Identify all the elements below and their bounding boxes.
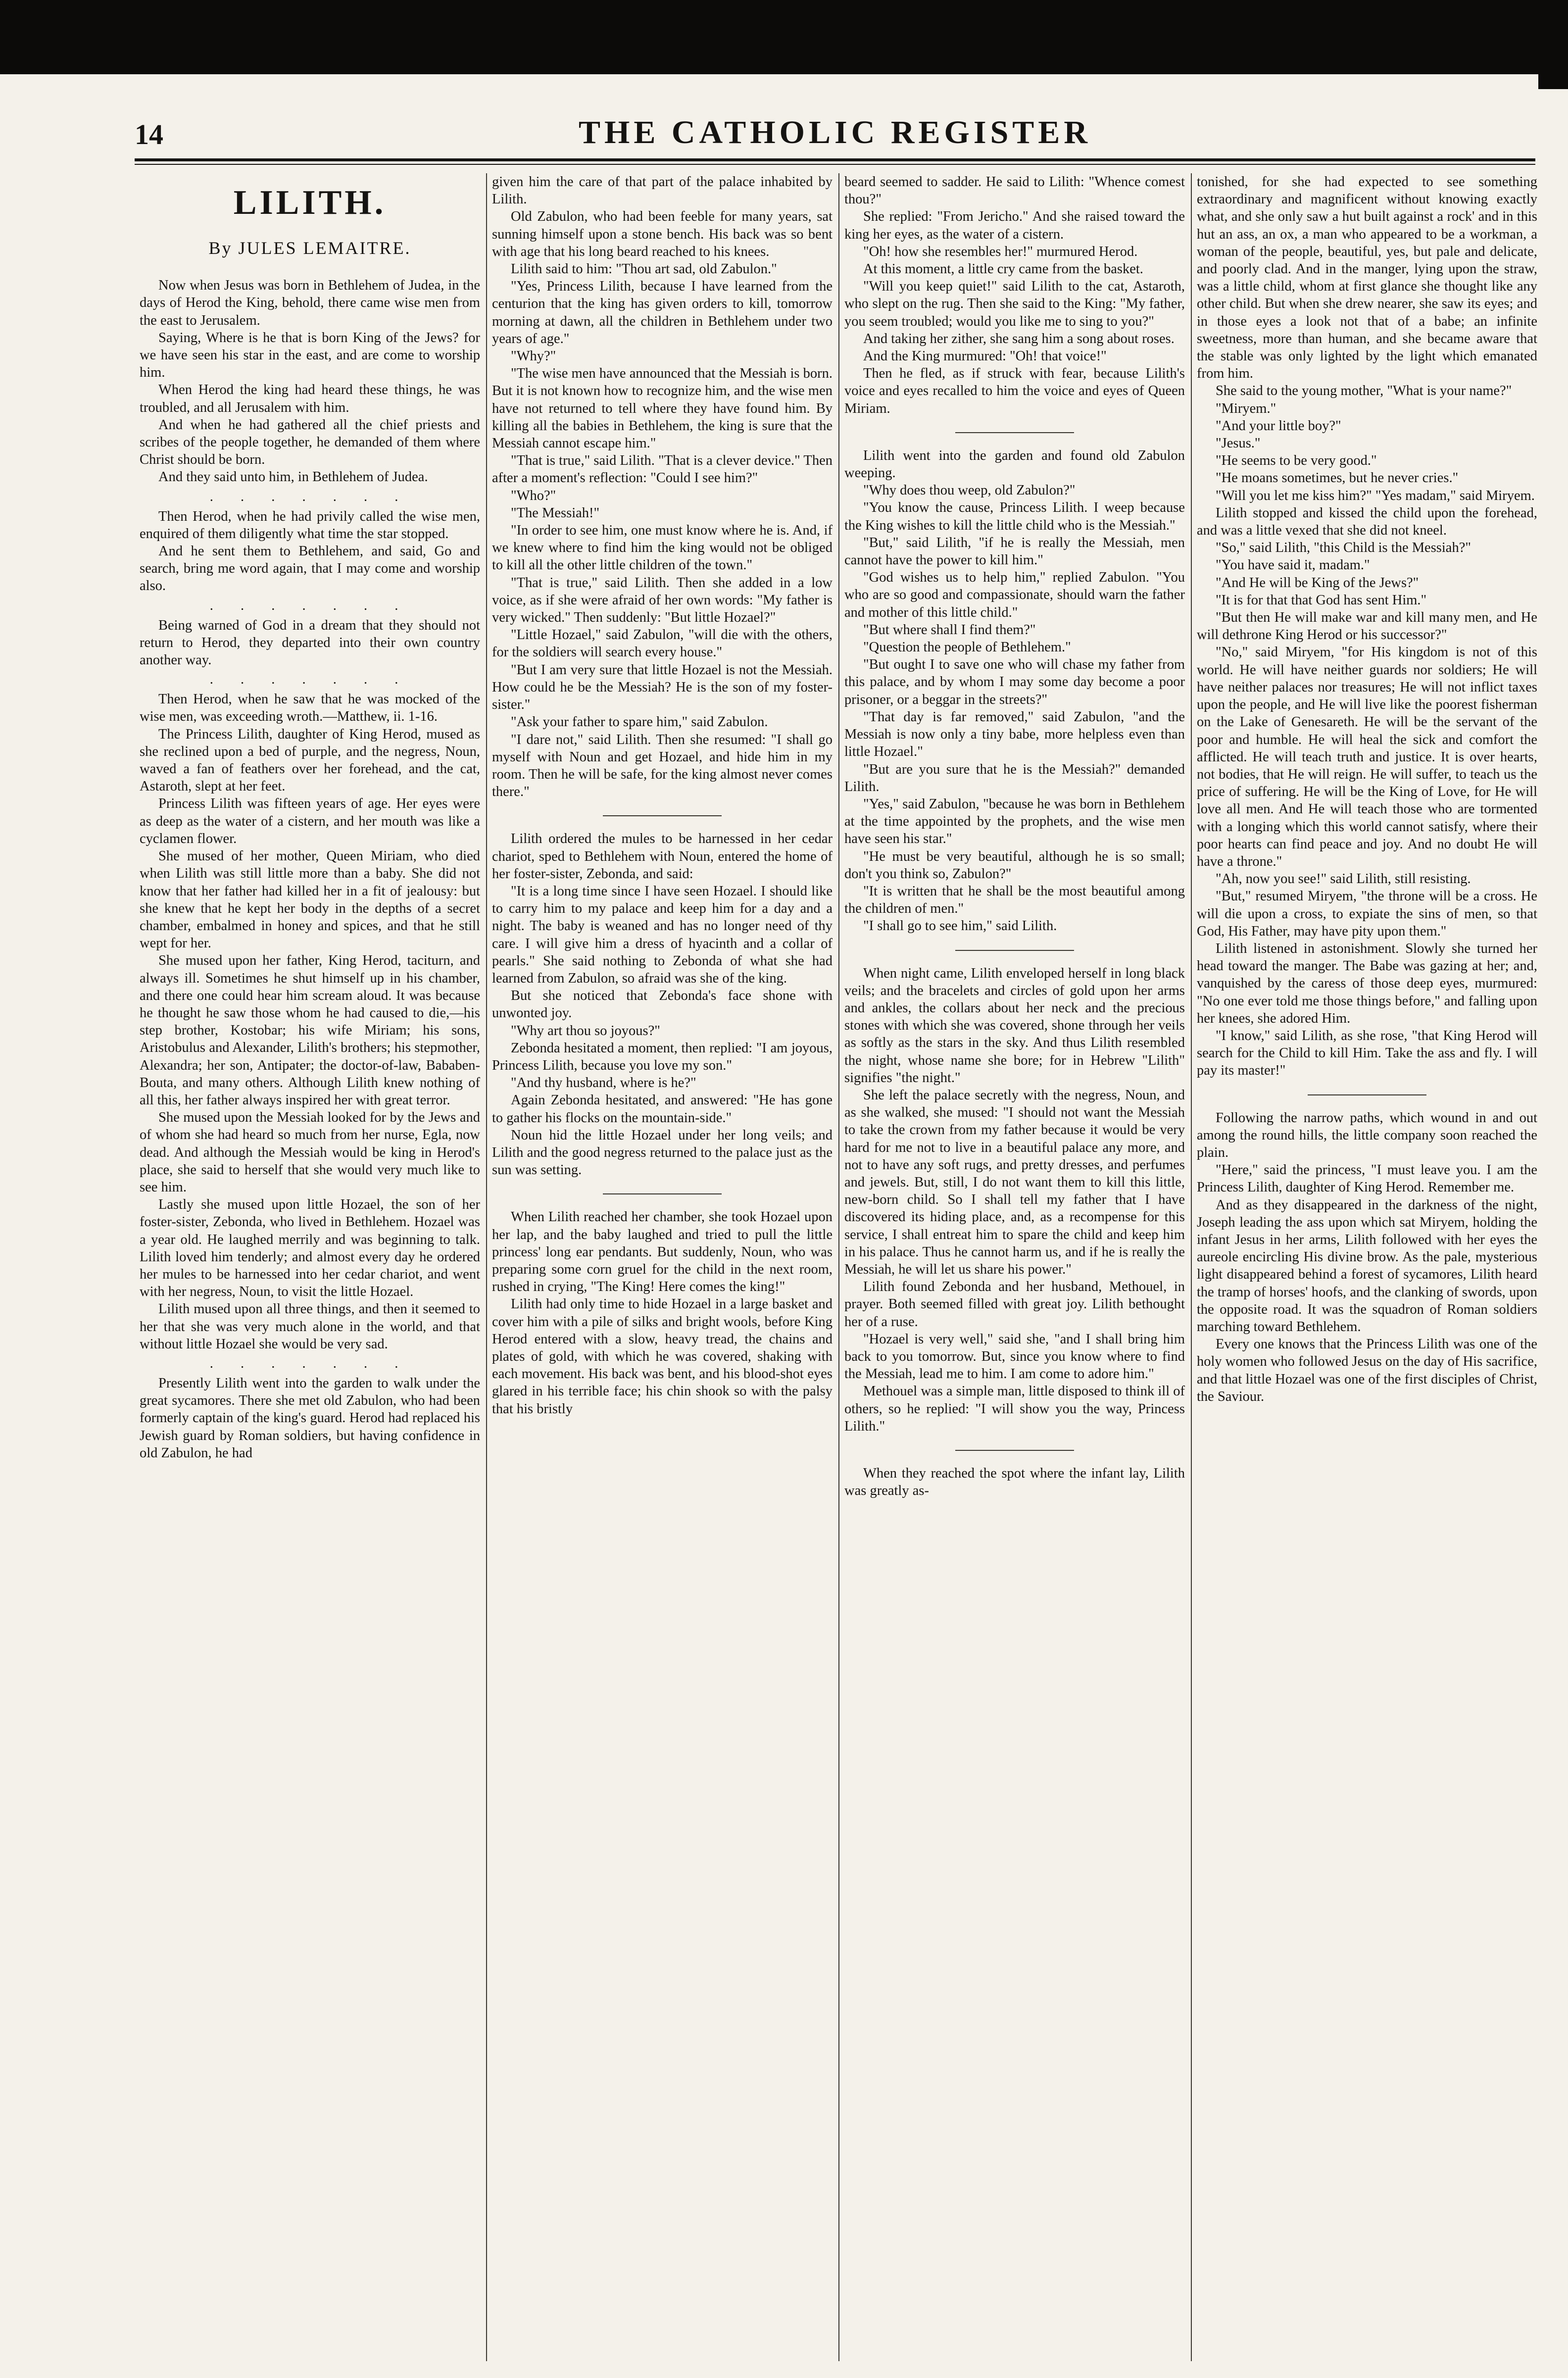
paragraph: And they said unto him, in Bethlehem of Judea.: [158, 469, 428, 485]
paragraph: Lilith said to him: "Thou art sad, old Zabulon.": [511, 261, 777, 277]
paragraph: Then Herod, when he saw that he was mocked of the wise men, was exceeding wroth.—Matthew, ii. 1-16.: [140, 692, 480, 725]
paragraph: She mused of her mother, Queen Miriam, who died when Lilith was still little more than a baby. She did not know that her father had killed her in a fit of jealousy: but she knew that he kept her body in the depths of a secret chamber, embalmed in honey and spices, and that he still wept for her.: [140, 848, 480, 951]
paragraph: When Lilith reached her chamber, she took Hozael upon her lap, and the baby laughed and tried to pull the little princess' long ear pendants. But suddenly, Noun, who was preparing some corn gruel for the child in the next room, rushed in crying, "The King! Here comes the king!": [492, 1209, 833, 1295]
paragraph: Lilith stopped and kissed the child upon the forehead, and was a little vexed that she did not kneel.: [1197, 505, 1537, 539]
paragraph: tonished, for she had expected to see something extraordinary and magnificent without knowing exactly what, and she only saw a hut built against a rock' and in this hut an ass, an ox, a man who appeared to be a workman, a woman of the people, beautiful, yes, but pale and delicate, and poorly clad. And in the manger, lying upon the straw, was a little child, whom at first glance she thought like any other child. But when she drew nearer, she saw its eyes; and in those eyes a look not that of a babe; an infinite sweetness, more than human, and she became aware that the stable was only lighted by the light which emanated from him.: [1197, 174, 1537, 382]
section-divider: [603, 1193, 722, 1194]
paragraph: "But are you sure that he is the Messiah?" demanded Lilith.: [844, 761, 1185, 794]
paragraph: "Jesus.": [1216, 436, 1261, 451]
paragraph: Lilith mused upon all three things, and then it seemed to her that she was very much alone in the world, and that without little Hozael she would be very sad.: [140, 1301, 480, 1352]
paragraph: "Why?": [511, 348, 556, 364]
page-number: 14: [135, 118, 163, 150]
paragraph: "Ah, now you see!" said Lilith, still resisting.: [1216, 871, 1471, 887]
paragraph: "I know," said Lilith, as she rose, "that King Herod will search for the Child to kill Him. Take the ass and fly. I will pay its master!": [1197, 1028, 1537, 1079]
paragraph: Noun hid the little Hozael under her long veils; and Lilith and the good negress returned to the palace just as the sun was setting.: [492, 1127, 833, 1178]
paragraph: "Oh! how she resembles her!" murmured Herod.: [863, 244, 1138, 259]
paragraph: "But where shall I find them?": [863, 622, 1036, 638]
paragraph: When they reached the spot where the infant lay, Lilith was greatly as-: [844, 1466, 1185, 1499]
paragraph: She said to the young mother, "What is your name?": [1216, 383, 1512, 399]
paragraph: "But," resumed Miryem, "the throne will be a cross. He will die upon a cross, to expiate the sins of men, so that God, His Father, may have pity upon them.": [1197, 889, 1537, 939]
paragraph: "The Messiah!": [511, 505, 600, 521]
newspaper-title: THE CATHOLIC REGISTER: [579, 114, 1091, 150]
paragraph: And when he had gathered all the chief priests and scribes of the people together, he demanded of them where Christ should be born.: [140, 417, 480, 468]
paragraph: Again Zebonda hesitated, and answered: "He has gone to gather his flocks on the mountain-side.": [492, 1092, 833, 1126]
paragraph: And as they disappeared in the darkness of the night, Joseph leading the ass upon which sat Miryem, holding the infant Jesus in her arms, Lilith followed with her eyes the aureole encircling His divine brow. As the pale, mysterious light disappeared behind a forest of sycamores, Lilith heard the tramp of horses' hoofs, and the clanking of swords, upon the opposite road. It was the squadron of Roman soldiers marching toward Bethlehem.: [1197, 1197, 1537, 1335]
paragraph: "Yes, Princess Lilith, because I have learned from the centurion that the king has given orders to kill, tomorrow morning at dawn, all the children in Bethlehem under two years of age.": [492, 279, 833, 347]
paragraph: And taking her zither, she sang him a song about roses.: [863, 331, 1175, 347]
paragraph: "God wishes us to help him," replied Zabulon. "You who are so good and compassionate, should warn the father and mother of this little child.": [844, 570, 1185, 620]
paragraph: Every one knows that the Princess Lilith was one of the holy women who followed Jesus on the day of His sacrifice, and that little Hozael was one of the first disciples of Christ, the Saviour.: [1197, 1337, 1537, 1404]
paragraph: And he sent them to Bethlehem, and said, Go and search, bring me word again, that I may come and worship also.: [140, 544, 480, 594]
paragraph: She replied: "From Jericho." And she raised toward the king her eyes, as the water of a cistern.: [844, 209, 1185, 242]
paragraph: "Here," said the princess, "I must leave you. I am the Princess Lilith, daughter of King Herod. Remember me.: [1197, 1162, 1537, 1195]
paragraph: "I shall go to see him," said Lilith.: [863, 918, 1057, 934]
paragraph: Being warned of God in a dream that they should not return to Herod, they departed into their own country another way.: [140, 617, 480, 668]
paragraph: "That is true," said Lilith. Then she added in a low voice, as if she were afraid of her own words: "My father is very wicked." Then suddenly: "But little Hozael?": [492, 575, 833, 626]
paragraph: And the King murmured: "Oh! that voice!": [863, 348, 1107, 364]
section-divider: [955, 432, 1074, 433]
paragraph: "But," said Lilith, "if he is really the Messiah, men cannot have the power to kill him.": [844, 535, 1185, 568]
paragraph: "That is true," said Lilith. "That is a clever device." Then after a moment's reflection: "Could I see him?": [492, 453, 833, 486]
paragraph: "But I am very sure that little Hozael is not the Messiah. How could he be the Messiah? He is the son of my foster-sister.": [492, 662, 833, 713]
paragraph: Old Zabulon, who had been feeble for many years, sat sunning himself upon a stone bench. His back was so bent with age that his long beard reached to his knees.: [492, 209, 833, 259]
paragraph: "But ought I to save one who will chase my father from this palace, and by whom I may some day become a poor prisoner, or a beggar in the streets?": [844, 657, 1185, 707]
paragraph: She mused upon the Messiah looked for by the Jews and of whom she had heard so much from her nurse, Egla, now dead. And although the Messiah would be king in Herod's place, she said to herself that she would very much like to see him.: [140, 1110, 480, 1195]
paragraph: beard seemed to sadder. He said to Lilith: "Whence comest thou?": [844, 174, 1185, 207]
paragraph: "So," said Lilith, "this Child is the Messiah?": [1216, 540, 1471, 556]
paragraph: "I dare not," said Lilith. Then she resumed: "I shall go myself with Noun and get Hozael, and hide him in my room. Then he will be safe, for the king almost never comes there.": [492, 732, 833, 800]
paragraph: "Hozael is very well," said she, "and I shall bring him back to you tomorrow. But, since you know where to find the Messiah, lead me to him. I am come to adore him.": [844, 1331, 1185, 1382]
paragraph: She left the palace secretly with the negress, Noun, and as she walked, she mused: "I should not want the Messiah to take the crown from my father because it would be very hard for me not to live in a beautiful palace any more, and not to have any soft rugs, and pretty dresses, and perfumes and jewels. But, still, I do not want them to kill this little, new-born child. So I shall tell my father that I have discovered its hiding place, and, as a recompense for this service, I shall entreat him to spare the child and keep him in his palace. Thus he cannot harm us, and if he is really the Messiah, he will let us share his power.": [844, 1087, 1185, 1277]
paragraph: Following the narrow paths, which wound in and out among the round hills, the little company soon reached the plain.: [1197, 1110, 1537, 1160]
paragraph: "Will you keep quiet!" said Lilith to the cat, Astaroth, who slept on the rug. Then she said to the King: "My father, you seem troubled; would you like me to sing to you?": [844, 279, 1185, 329]
section-divider: [955, 950, 1074, 951]
paragraph: "Why does thou weep, old Zabulon?": [863, 483, 1076, 498]
paragraph: "Why art thou so joyous?": [511, 1023, 660, 1039]
paragraph: Zebonda hesitated a moment, then replied: "I am joyous, Princess Lilith, because you love my son.": [492, 1040, 833, 1073]
paragraph: "In order to see him, one must know where he is. And, if we knew where to find him the king would not be obliged to kill all the other little children of the town.": [492, 523, 833, 573]
column-2: [492, 173, 833, 2361]
section-divider: [955, 1450, 1074, 1451]
section-divider: [1308, 1094, 1426, 1095]
header-rule-thin: [135, 164, 1535, 165]
paragraph: Lilith went into the garden and found old Zabulon weeping.: [844, 447, 1185, 481]
paragraph: "Will you let me kiss him?" "Yes madam," said Miryem.: [1216, 488, 1535, 503]
dotted-separator: . . . . . . .: [209, 1355, 410, 1371]
paragraph: given him the care of that part of the palace inhabited by Lilith.: [492, 174, 833, 207]
paragraph: Presently Lilith went into the garden to walk under the great sycamores. There she met old Zabulon, who had been formerly captain of the king's guard. Herod had replaced his Jewish guard by Roman soldiers, but having confidence in old Zabulon, he had: [140, 1375, 480, 1461]
paragraph: "Question the people of Bethlehem.": [863, 640, 1071, 655]
column-divider: [486, 173, 487, 2361]
column-3: [844, 173, 1185, 2361]
paragraph: "The wise men have announced that the Messiah is born. But it is not known how to recognize him, and the wise men have not returned to tell where they have found him. By killing all the babies in Bethlehem, the king is sure that the Messiah cannot escape him.": [492, 366, 833, 451]
paragraph: "It is a long time since I have seen Hozael. I should like to carry him to my palace and keep him for a day and a night. The baby is weaned and has no longer need of thy care. I will give him a dress of hyacinth and a collar of pearls." She said nothing to Zebonda of what she had learned from Zabulon, so afraid was she of the king.: [492, 883, 833, 986]
paragraph: Then he fled, as if struck with fear, because Lilith's voice and eyes recalled to him the voice and eyes of Queen Miriam.: [844, 366, 1185, 416]
column-4: [1197, 173, 1537, 2361]
scan-border: [0, 0, 1568, 74]
paragraph: Lilith ordered the mules to be harnessed in her cedar chariot, sped to Bethlehem with Noun, entered the home of her foster-sister, Zebonda, and said:: [492, 831, 833, 882]
paragraph: "It is for that that God has sent Him.": [1216, 592, 1427, 608]
paragraph: Lilith had only time to hide Hozael in a large basket and cover him with a pile of silks and bright wools, before King Herod entered with a slow, heavy tread, the chains and plates of gold, with which he was covered, shaking with each movement. His back was bent, and his blood-shot eyes glared in his terrible face; his chin shook so with the palsy that his bristly: [492, 1296, 833, 1417]
scan-border-notch: [1538, 74, 1568, 89]
paragraph: Lilith listened in astonishment. Slowly she turned her head toward the manger. The Babe was gazing at her; and, vanquished by the caress of those deep eyes, murmured: "No one ever told me those things before," and falling upon her knees, she adored Him.: [1197, 941, 1537, 1026]
paragraph: "It is written that he shall be the most beautiful among the children of men.": [844, 883, 1185, 917]
paragraph: "You have said it, madam.": [1216, 557, 1370, 573]
paragraph: "You know the cause, Princess Lilith. I weep because the King wishes to kill the little child who is the Messiah.": [844, 500, 1185, 533]
paragraph: The Princess Lilith, daughter of King Herod, mused as she reclined upon a bed of purple, and the negress, Noun, waved a fan of feathers over her forehead, and the cat, Astaroth, slept at her feet.: [140, 726, 480, 794]
paragraph: Lastly she mused upon little Hozael, the son of her foster-sister, Zebonda, who lived in Bethlehem. Hozael was a year old. He laughed merrily and was beginning to talk. Lilith loved him tenderly; and almost every day he ordered her mules to be harnessed into her cedar chariot, and went with her negress, Noun, to visit the little Hozael.: [140, 1197, 480, 1300]
dotted-separator: . . . . . . .: [209, 489, 410, 504]
paragraph: Saying, Where is he that is born King of the Jews? for we have seen his star in the east, and are come to worship him.: [140, 330, 480, 381]
paragraph: "Yes," said Zabulon, "because he was born in Bethlehem at the time appointed by the prophets, and the wise men have seen his star.": [844, 796, 1185, 847]
paragraph: "And He will be King of the Jews?": [1216, 575, 1419, 591]
paragraph: "But then He will make war and kill many men, and He will dethrone King Herod or his successor?": [1197, 610, 1537, 643]
header-rule: [135, 158, 1535, 161]
paragraph: "Ask your father to spare him," said Zabulon.: [511, 714, 768, 730]
paragraph: "Who?": [511, 488, 556, 503]
section-divider: [603, 815, 722, 816]
column-divider: [838, 173, 839, 2361]
dotted-separator: . . . . . . .: [209, 597, 410, 613]
paragraph: "Little Hozael," said Zabulon, "will die with the others, for the soldiers will search every house.": [492, 627, 833, 660]
column-1: [140, 173, 480, 2361]
dotted-separator: . . . . . . .: [209, 672, 410, 688]
paragraph: "He moans sometimes, but he never cries.": [1216, 470, 1459, 486]
paragraph: "And your little boy?": [1216, 418, 1341, 434]
paragraph: Lilith found Zebonda and her husband, Methouel, in prayer. Both seemed filled with great joy. Lilith bethought her of a ruse.: [844, 1279, 1185, 1330]
paragraph: Now when Jesus was born in Bethlehem of Judea, in the days of Herod the King, behold, there came wise men from the east to Jerusalem.: [140, 278, 480, 328]
paragraph: "And thy husband, where is he?": [511, 1075, 696, 1091]
paragraph: "Miryem.": [1216, 400, 1276, 416]
paragraph: "No," said Miryem, "for His kingdom is not of this world. He will have neither guards nor soldiers; He will have neither palaces nor treasures; He will not inflict taxes upon the people, and He will live like the poorest fisherman on the Lake of Genesareth. He will be the servant of the poor and humble. He will heal the sick and comfort the afflicted. He will teach truth and justice. It is over hearts, not bodies, that He will reign. He will suffer, to teach us the price of suffering. He will be the King of Love, for He will love all men. And He will teach those who are tormented with a longing which this world cannot satisfy, where their poor hearts can find peace and joy. And no doubt He will have a throne.": [1197, 644, 1537, 869]
paragraph: "That day is far removed," said Zabulon, "and the Messiah is now only a tiny babe, more helpless even than little Hozael.": [844, 709, 1185, 760]
paragraph: She mused upon her father, King Herod, taciturn, and always ill. Sometimes he shut himself up in his chamber, and there one could hear him scream aloud. It was because he thought he saw those whom he had caused to die,—his step brother, Kostobar; his wife Miriam; his sons, Aristobulus and Alexander, Lilith's brothers; his stepmother, Alexandra; her son, Antipater; the doctor-of-law, Bababen-Bouta, and many others. Although Lilith knew nothing of all this, her father always inspired her with great terror.: [140, 953, 480, 1108]
paragraph: Princess Lilith was fifteen years of age. Her eyes were as deep as the water of a cistern, and her mouth was like a cyclamen flower.: [140, 796, 480, 846]
page-header: [135, 109, 1535, 163]
article-byline: By JULES LEMAITRE.: [208, 238, 411, 258]
paragraph: At this moment, a little cry came from the basket.: [863, 261, 1143, 277]
paragraph: "He seems to be very good.": [1216, 453, 1377, 469]
paragraph: "He must be very beautiful, although he is so small; don't you think so, Zabulon?": [844, 848, 1185, 882]
paragraph: When night came, Lilith enveloped herself in long black veils; and the bracelets and circles of gold upon her arms and ankles, the collars about her neck and the precious stones with which she was covered, shone through her veils as softly as the stars in the sky. And thus Lilith resembled the night, whose name she bore; for in Hebrew "Lilith" signifies "the night.": [844, 965, 1185, 1086]
column-divider: [1191, 173, 1192, 2361]
paragraph: Methouel was a simple man, little disposed to think ill of others, so he replied: "I will show you the way, Princess Lilith.": [844, 1384, 1185, 1434]
paragraph: Then Herod, when he had privily called the wise men, enquired of them diligently what time the star stopped.: [140, 508, 480, 542]
paragraph: But she noticed that Zebonda's face shone with unwonted joy.: [492, 988, 833, 1021]
paragraph: When Herod the king had heard these things, he was troubled, and all Jerusalem with him.: [140, 382, 480, 415]
article-title: LILITH.: [233, 184, 387, 222]
